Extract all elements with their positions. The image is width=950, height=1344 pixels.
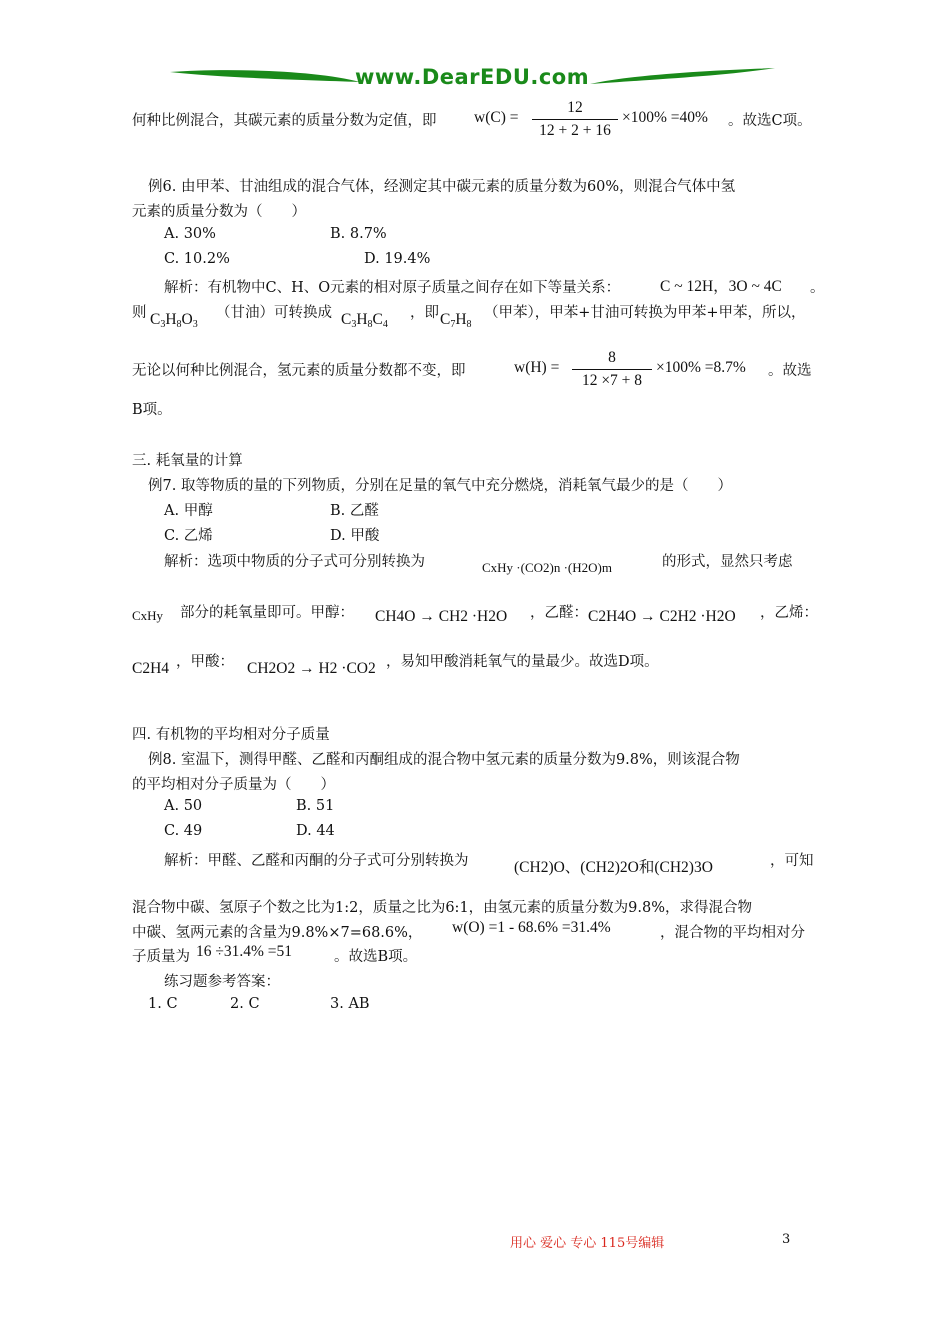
footer-note: 用心 爱心 专心 115号编辑 xyxy=(510,1236,665,1251)
ex7-option-c: C. 乙烯 xyxy=(164,528,213,544)
ex7-acetaldehyde-label: ，乙醛： xyxy=(530,605,588,621)
formula-cxhy: CxHy xyxy=(132,608,164,623)
ex7-option-a: A. 甲醇 xyxy=(164,503,213,519)
ex6-conclusion-text: 无论以何种比例混合，氢元素的质量分数都不变，即 xyxy=(132,363,466,379)
ex6-glycerol-text: （甘油）可转换成 xyxy=(216,305,332,321)
ex6-option-b: B. 8.7% xyxy=(330,226,387,242)
formula-glycerol: $C_3H_8O_3$ xyxy=(150,311,198,330)
ex7-option-b: B. 乙醛 xyxy=(330,503,379,519)
answer-2: 2. C xyxy=(230,996,260,1012)
formula-formic: CH2O2 → H2 ·CO2 xyxy=(247,660,376,677)
ex6-question-line1: 例6. 由甲苯、甘油组成的混合气体，经测定其中碳元素的质量分数为60%，则混合气体中氢 xyxy=(148,179,736,195)
ex6-ie: ，即 xyxy=(410,305,439,321)
page-number: 3 xyxy=(782,1232,791,1247)
ex7-analysis-part: 部分的耗氧量即可。甲醇： xyxy=(180,605,354,621)
ex6-question-line2: 元素的质量分数为（ ） xyxy=(132,204,306,220)
ex6-denominator: 12 ×7 + 8 xyxy=(581,372,643,389)
ex6-then: 则 xyxy=(132,305,147,321)
formula-general: CxHy ·(CO2)n ·(H2O)m xyxy=(482,560,612,575)
ex7-analysis-intro: 解析：选项中物质的分子式可分别转换为 xyxy=(164,554,425,570)
formula-methanol: CH4O → CH2 ·H2O xyxy=(375,608,508,625)
ex6-choose: 。故选 xyxy=(768,363,812,379)
ex8-analysis-line4: 子质量为 xyxy=(132,949,190,965)
ex8-analysis-line2: 混合物中碳、氢原子个数之比为1:2，质量之比为6:1，由氢元素的质量分数为9.8%，求得混合物 xyxy=(132,900,753,916)
answer-1: 1. C xyxy=(148,996,178,1012)
answer-3: 3. AB xyxy=(330,996,370,1012)
ex8-question-line2: 的平均相对分子质量为（ ） xyxy=(132,777,335,793)
ex8-question-line1: 例8. 室温下，测得甲醛、乙醛和丙酮组成的混合物中氢元素的质量分数为9.8%，则该混合物 xyxy=(148,752,740,768)
formula-c3h8c4: $C_3H_8C_4$ xyxy=(341,311,388,330)
formula-average-mass: 16 ÷31.4% =51 xyxy=(196,943,293,960)
ex7-question: 例7. 取等物质的量的下列物质，分别在足量的氧气中充分燃烧，消耗氧气最少的是（ ） xyxy=(148,478,732,494)
formula-toluene: $C_7H_8$ xyxy=(440,311,472,330)
formula-acetaldehyde: C2H4O → C2H2 ·H2O xyxy=(588,608,736,625)
ex6-formula-rhs: ×100% =8.7% xyxy=(656,359,746,376)
ex8-can-know: ，可知 xyxy=(770,853,814,869)
ex8-option-c: C. 49 xyxy=(164,823,203,839)
ex6-relation-period: 。 xyxy=(810,280,825,296)
ex7-formic-label: ，甲酸： xyxy=(176,654,234,670)
intro-fraction xyxy=(532,99,618,140)
ex6-option-d: D. 19.4% xyxy=(364,251,431,267)
ex7-conclusion: ，易知甲酸消耗氧气的量最少。故选D项。 xyxy=(386,654,659,670)
fraction-bar xyxy=(532,119,618,120)
ex6-option-c: C. 10.2% xyxy=(164,251,230,267)
ex6-relation: C ~ 12H，3O ~ 4C xyxy=(660,278,782,295)
ex8-analysis-intro: 解析：甲醛、乙醛和丙酮的分子式可分别转换为 xyxy=(164,853,469,869)
intro-conclusion: 。故选C项。 xyxy=(728,113,812,129)
site-logo-text: www.DearEDU.com xyxy=(355,65,590,89)
intro-denominator: 12 + 2 + 16 xyxy=(539,122,611,139)
intro-text: 何种比例混合，其碳元素的质量分数为定值，即 xyxy=(132,113,437,129)
intro-formula-lhs: w(C) = xyxy=(474,109,519,126)
ex8-option-b: B. 51 xyxy=(296,798,335,814)
ex8-answer: 。故选B项。 xyxy=(334,949,418,965)
ex6-formula-lhs: w(H) = xyxy=(514,359,560,376)
ex8-option-a: A. 50 xyxy=(164,798,203,814)
intro-numerator: 12 xyxy=(567,99,583,116)
section3-title: 三. 耗氧量的计算 xyxy=(132,453,243,469)
ex8-option-d: D. 44 xyxy=(296,823,335,839)
ex6-numerator: 8 xyxy=(608,349,616,366)
ex7-analysis-form: 的形式，显然只考虑 xyxy=(662,554,793,570)
right-swoosh xyxy=(590,68,775,84)
fraction-bar xyxy=(572,369,652,370)
ex7-ethylene-label: ，乙烯： xyxy=(760,605,818,621)
ex6-analysis-intro: 解析：有机物中C、H、O元素的相对原子质量之间存在如下等量关系： xyxy=(164,280,621,296)
ex6-answer: B项。 xyxy=(132,402,172,418)
ex6-option-a: A. 30% xyxy=(164,226,216,242)
ex7-option-d: D. 甲酸 xyxy=(330,528,380,544)
formula-ethylene: C2H4 xyxy=(132,660,170,677)
ex6-toluene-text: （甲苯），甲苯+甘油可转换为甲苯+甲苯，所以， xyxy=(484,305,806,321)
left-swoosh xyxy=(170,70,360,82)
intro-formula-rhs: ×100% =40% xyxy=(622,109,708,126)
ex8-analysis-line3: 中碳、氢两元素的含量为9.8%×7=68.6%， xyxy=(132,925,423,941)
formula-oxygen-fraction: w(O) =1 - 68.6% =31.4% xyxy=(452,919,611,936)
section4-title: 四. 有机物的平均相对分子质量 xyxy=(132,727,330,743)
formula-carbonyl-forms: (CH2)O、(CH2)2O和(CH2)3O xyxy=(514,859,713,876)
ex8-analysis-line3-end: ，混合物的平均相对分 xyxy=(660,925,805,941)
ex6-fraction xyxy=(572,349,652,390)
answers-title: 练习题参考答案： xyxy=(164,974,280,990)
